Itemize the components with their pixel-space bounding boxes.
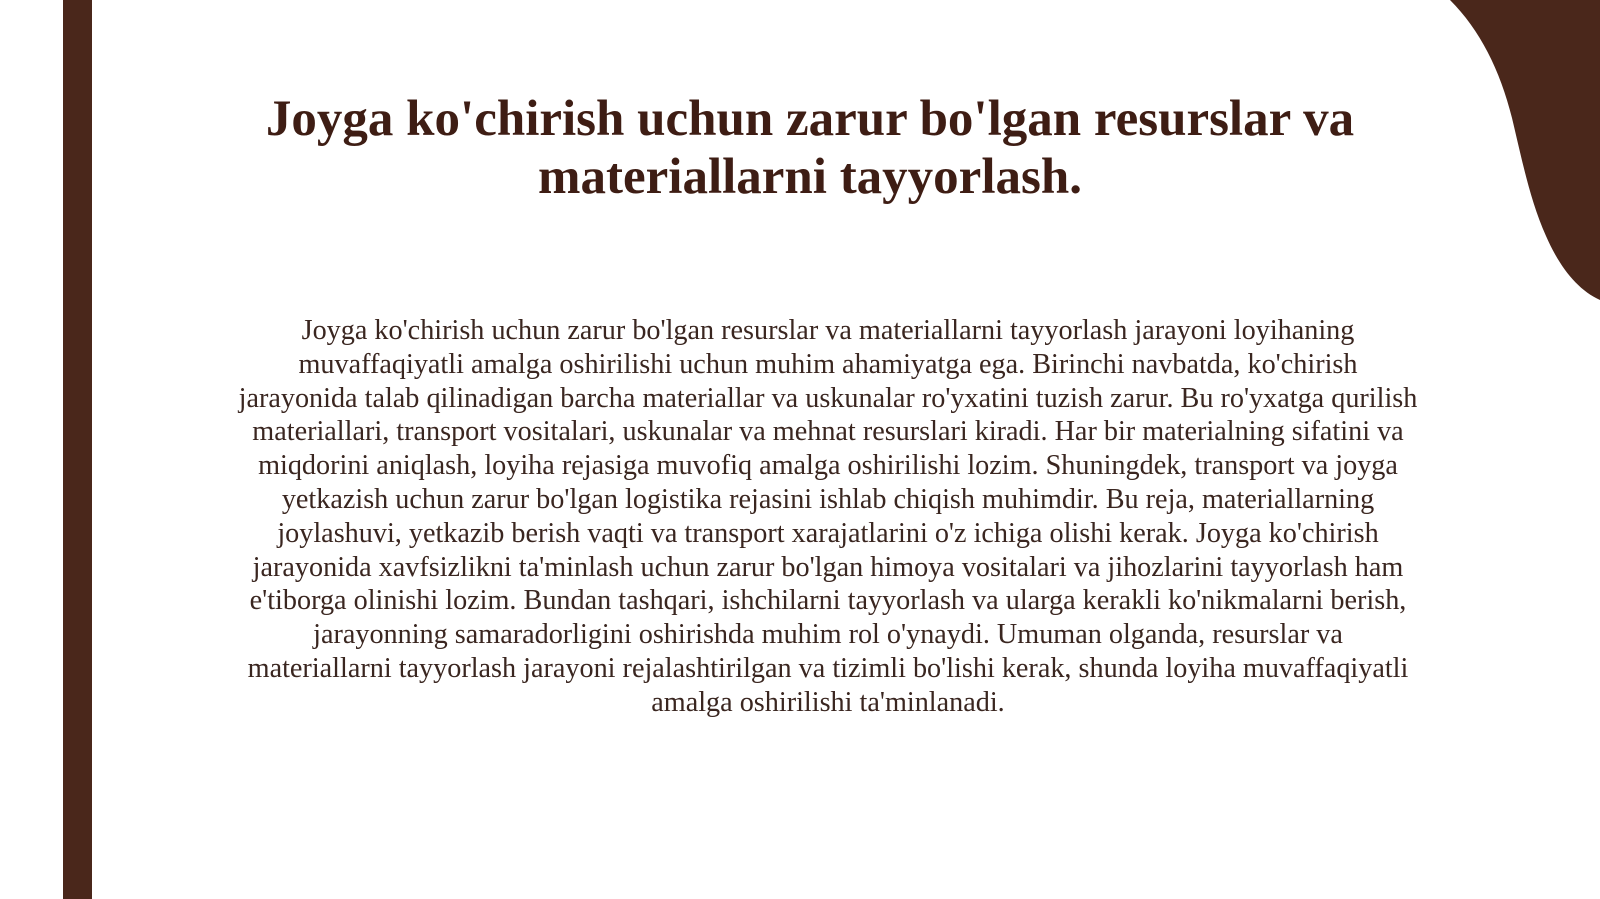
left-accent-bar	[63, 0, 92, 899]
slide-title: Joyga ko'chirish uchun zarur bo'lgan resurslar va materiallarni tayyorlash.	[265, 91, 1355, 205]
slide-body-text: Joyga ko'chirish uchun zarur bo'lgan resurslar va materiallarni tayyorlash jarayoni loyihaning muvaffaqiyatli amalga oshirilishi uchun muhim ahamiyatga ega. Birinchi navbatda, ko'chirish jarayonida talab qilinadigan barcha materiallar va uskunalar ro'yxatini tuzish zarur. Bu ro'yxatga qurilish materiallari, transport vositalari, uskunalar va mehnat resurslari kiradi. Har bir materialning sifatini va miqdorini aniqlash, loyiha rejasiga muvofiq amalga oshirilishi lozim. Shuningdek, transport va joyga yetkazish uchun zarur bo'lgan logistika rejasini ishlab chiqish muhimdir. Bu reja, materiallarning joylashuvi, yetkazib berish vaqti va transport xarajatlarini o'z ichiga olishi kerak. Joyga ko'chirish jarayonida xavfsizlikni ta'minlash uchun zarur bo'lgan himoya vositalari va jihozlarini tayyorlash ham e'tiborga olinishi lozim. Bundan tashqari, ishchilarni tayyorlash va ularga kerakli ko'nikmalarni berish, jarayonning samaradorligini oshirishda muhim rol o'ynaydi. Umuman olganda, resurslar va materiallarni tayyorlash jarayoni rejalashtirilgan va tizimli bo'lishi kerak, shunda loyiha muvaffaqiyatli amalga oshirilishi ta'minlanadi.	[238, 315, 1418, 718]
corner-decoration-shape	[1450, 0, 1600, 310]
